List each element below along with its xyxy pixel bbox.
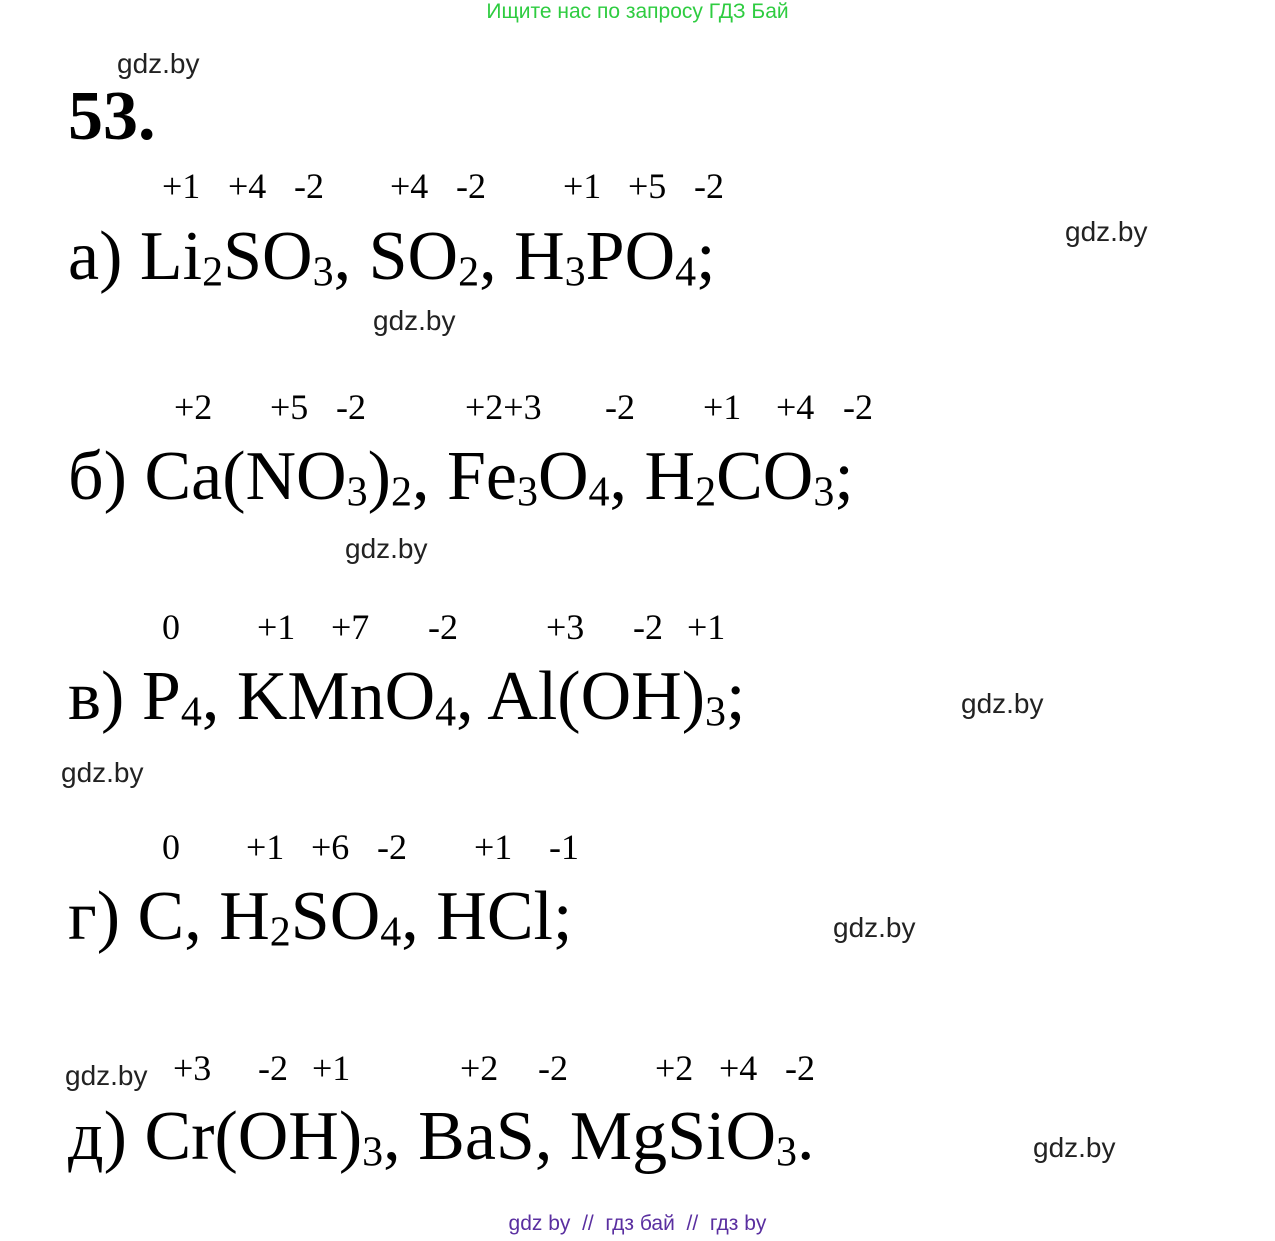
formula-text: , HCl; [401, 878, 573, 955]
oxidation-state: +3 [546, 607, 585, 647]
watermark: gdz.by [1033, 1132, 1116, 1163]
formula-text: , SO [333, 218, 459, 295]
oxidation-state: -2 [428, 607, 458, 647]
oxidation-state: -2 [605, 387, 635, 427]
subscript: 3 [813, 469, 835, 516]
oxidation-state: +4 [228, 166, 267, 206]
formula-line-d [68, 1098, 815, 1176]
oxidation-state: -2 [633, 607, 663, 647]
oxidation-state: -2 [377, 827, 407, 867]
subscript: 3 [705, 689, 727, 736]
footer-links[interactable]: gdz by // гдз бай // гдз by [508, 1212, 767, 1235]
formula-text: SO [290, 878, 381, 955]
oxidation-state: -2 [336, 387, 366, 427]
task-number: 53. [68, 78, 156, 155]
oxidation-state: +2+3 [465, 387, 542, 427]
oxidation-state: -2 [785, 1048, 815, 1088]
item-label: в) [68, 658, 125, 735]
formula-text: ; [726, 658, 746, 735]
subscript: 3 [516, 469, 538, 516]
formula-text: , Al(OH) [456, 658, 706, 735]
oxidation-state: +1 [162, 166, 201, 206]
subscript: 3 [346, 469, 368, 516]
formula-text: , KMnO [201, 658, 436, 735]
oxidation-state: 0 [162, 827, 180, 867]
watermark: gdz.by [1065, 216, 1148, 247]
oxidation-state: +4 [719, 1048, 758, 1088]
oxidation-state: +1 [563, 166, 602, 206]
oxidation-state: +6 [311, 827, 350, 867]
subscript: 2 [269, 909, 291, 956]
oxidation-state: +1 [687, 607, 726, 647]
subscript: 3 [564, 249, 586, 296]
oxidation-state: -2 [258, 1048, 288, 1088]
subscript: 3 [362, 1129, 384, 1176]
oxidation-state: +5 [270, 387, 309, 427]
oxidation-state: +1 [474, 827, 513, 867]
formula-text: , BaS, MgSiO [383, 1098, 777, 1175]
formula-line-b [68, 438, 854, 516]
formula-line-a [68, 218, 716, 296]
subscript: 2 [390, 469, 412, 516]
watermark: gdz.by [65, 1060, 148, 1091]
formula-text: PO [585, 218, 676, 295]
watermark: gdz.by [61, 757, 144, 788]
formula-line-g [68, 878, 573, 956]
formula-text: , H [479, 218, 565, 295]
oxidation-state: +2 [460, 1048, 499, 1088]
formula-text: CO [716, 438, 814, 515]
oxidation-state: -1 [549, 827, 579, 867]
formula-text: Li [139, 218, 203, 295]
subscript: 4 [675, 249, 697, 296]
oxidation-state: -2 [843, 387, 873, 427]
subscript: 3 [776, 1129, 798, 1176]
oxidation-state: -2 [538, 1048, 568, 1088]
oxidation-state: +1 [312, 1048, 351, 1088]
oxidation-state: +7 [331, 607, 370, 647]
watermark: gdz.by [833, 912, 916, 943]
oxidation-state: +4 [390, 166, 429, 206]
formula-text: , Fe [411, 438, 517, 515]
subscript: 4 [380, 909, 402, 956]
oxidation-state: +4 [776, 387, 815, 427]
formula-text: O [537, 438, 589, 515]
formula-text: ; [696, 218, 716, 295]
watermark: gdz.by [117, 48, 200, 79]
watermark: gdz.by [373, 305, 456, 336]
item-label: г) [68, 878, 121, 955]
oxidation-state: +1 [257, 607, 296, 647]
subscript: 2 [202, 249, 224, 296]
item-label: д) [68, 1098, 127, 1175]
item-label: а) [68, 218, 123, 295]
oxidation-state: -2 [694, 166, 724, 206]
watermark: gdz.by [961, 688, 1044, 719]
subscript: 4 [588, 469, 610, 516]
oxidation-state: +1 [703, 387, 742, 427]
formula-text: Ca(NO [144, 438, 347, 515]
formula-text: P [141, 658, 181, 735]
oxidation-state: -2 [456, 166, 486, 206]
watermark: gdz.by [345, 533, 428, 564]
formula-text: , H [609, 438, 696, 515]
subscript: 3 [312, 249, 334, 296]
oxidation-state: +3 [173, 1048, 212, 1088]
formula-text: . [797, 1098, 815, 1175]
subscript: 2 [695, 469, 717, 516]
subscript: 4 [435, 689, 457, 736]
search-banner: Ищите нас по запросу ГДЗ Бай [486, 0, 789, 23]
oxidation-state: +2 [655, 1048, 694, 1088]
formula-text: C, H [137, 878, 270, 955]
oxidation-state: +2 [174, 387, 213, 427]
formula-text: Cr(OH) [144, 1098, 363, 1175]
formula-text: SO [223, 218, 313, 295]
formula-line-v [68, 658, 746, 736]
oxidation-state: +5 [628, 166, 667, 206]
subscript: 4 [180, 689, 202, 736]
subscript: 2 [458, 249, 480, 296]
item-label: б) [68, 438, 127, 515]
oxidation-state: -2 [294, 166, 324, 206]
formula-text: ) [367, 438, 391, 515]
formula-text: ; [834, 438, 854, 515]
oxidation-state: 0 [162, 607, 180, 647]
oxidation-state: +1 [246, 827, 285, 867]
